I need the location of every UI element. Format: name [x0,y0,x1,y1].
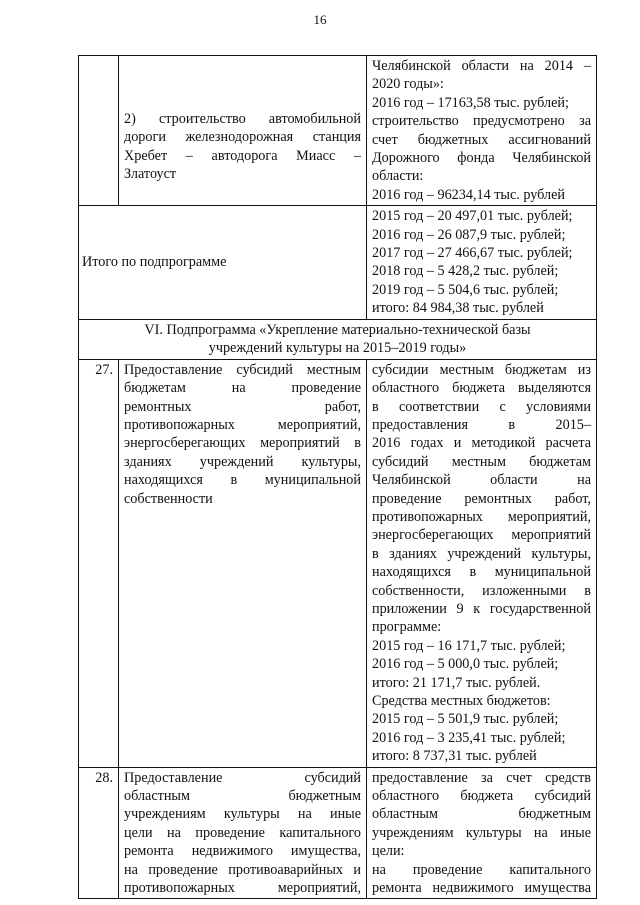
text-line: Предоставление субсидий [124,769,361,786]
text-line: противопожарных мероприятий, [124,880,361,897]
text-line: на проведение капитального [372,861,591,878]
text-line: в зданиях учреждений культуры, [372,545,591,562]
text-line: итого: 84 984,38 тыс. рублей [372,300,544,317]
table-row-27 [79,359,597,767]
text-line: Дорожного фонда Челябинской [372,150,591,167]
text-line: приложении 9 к государственной [372,600,591,617]
text-line: 2) строительство автомобильной [124,111,361,127]
total-label: Итого по подпрограмме [82,254,227,271]
text-line: 2015 год – 20 497,01 тыс. рублей; [372,208,573,225]
text-line: цели на проведение капитального [124,824,361,841]
text-line: учреждениям культуры на иные [372,824,591,841]
text-line: 2018 год – 5 428,2 тыс. рублей; [372,263,559,280]
text-line: 2016 год – 17163,58 тыс. рублей; [372,94,569,111]
program-table [78,55,597,899]
text-line: в соответствии с условиями [372,398,591,415]
section-heading-line: учреждений культуры на 2015–2019 годы» [208,340,467,357]
text-line: областным бюджетным [372,806,591,823]
text-line: Челябинской области на 2014 – [372,58,591,74]
text-line: противопожарных мероприятий, [124,416,361,433]
text-line: областного бюджета субсидий [372,788,591,805]
text-line: субсидий местным бюджетам [372,453,591,470]
text-line: противопожарных мероприятий, [372,508,591,525]
text-line: учреждениям культуры на иные [124,806,361,823]
section-heading [79,319,597,359]
total-funding-cell [367,206,597,319]
text-line: Хребет – автодорога Миасс – [124,147,361,164]
text-line: предоставления в 2015– [372,416,591,433]
section-heading-line: VI. Подпрограмма «Укрепление материально-технической базы [144,321,531,338]
funding-cell [367,767,597,899]
section-heading-row [79,319,597,359]
text-line: ремонта недвижимого имущества [372,880,591,897]
description-cell [119,56,367,206]
text-line: 2015 год – 16 171,7 тыс. рублей; [372,637,566,654]
text-line: проведение ремонтных работ, [372,490,591,507]
text-line: 2015 год – 5 501,9 тыс. рублей; [372,711,559,728]
text-line: 2016 год – 5 000,0 тыс. рублей; [372,656,559,673]
text-line: ремонтных работ, [124,398,361,415]
description-cell [119,767,367,899]
text-line: строительство предусмотрено за [372,113,591,130]
text-line: находящихся в муниципальной [372,564,591,581]
row-number: 27. [79,359,119,767]
funding-cell [367,359,597,767]
page-number: 16 [313,12,327,27]
text-line: области: [372,168,424,185]
text-line: 2016 год – 96234,14 тыс. рублей [372,186,565,203]
text-line: на проведение противоаварийных и [124,861,361,878]
text-line: ремонта недвижимого имущества, [124,843,361,860]
text-line: собственности, изложенными в [372,582,591,599]
funding-cell [367,56,597,206]
text-line: энергосберегающих мероприятий в [124,435,361,452]
text-line: 2017 год – 27 466,67 тыс. рублей; [372,245,573,262]
text-line: субсидии местным бюджетам из [372,361,591,378]
table-row-subprogram-total [79,206,597,319]
table-row-28 [79,767,597,899]
text-line: находящихся в муниципальной [124,472,361,489]
text-line: итого: 8 737,31 тыс. рублей [372,748,537,765]
row-number: 28. [79,767,119,899]
text-line: 2016 год – 26 087,9 тыс. рублей; [372,226,566,243]
text-line: программе: [372,619,442,636]
text-line: 2019 год – 5 504,6 тыс. рублей; [372,281,559,298]
text-line: областного бюджета выделяются [372,380,591,397]
total-label-cell [79,206,367,319]
text-line: Предоставление субсидий местным [124,361,361,378]
text-line: счет бюджетных ассигнований [372,131,591,148]
table-row-road-construction [79,56,597,206]
description-cell [119,359,367,767]
text-line: областным бюджетным [124,788,361,805]
text-line: энергосберегающих мероприятий [372,527,591,544]
text-line: 2020 годы»: [372,76,444,93]
text-line: предоставление за счет средств [372,769,591,786]
row-number-cell [79,56,119,206]
text-line: Златоуст [124,166,177,183]
text-line: 2016 годах и методикой расчета [372,435,591,452]
text-line: 2016 год – 3 235,41 тыс. рублей; [372,729,566,746]
text-line: итого: 21 171,7 тыс. рублей. [372,674,541,691]
text-line: собственности [124,490,213,507]
text-line: зданиях учреждений культуры, [124,453,361,470]
text-line: Челябинской области на [372,472,591,489]
text-line: бюджетам на проведение [124,380,361,397]
text-line: Средства местных бюджетов: [372,693,551,709]
text-line: дороги железнодорожная станция [124,129,361,146]
text-line: цели: [372,843,405,860]
